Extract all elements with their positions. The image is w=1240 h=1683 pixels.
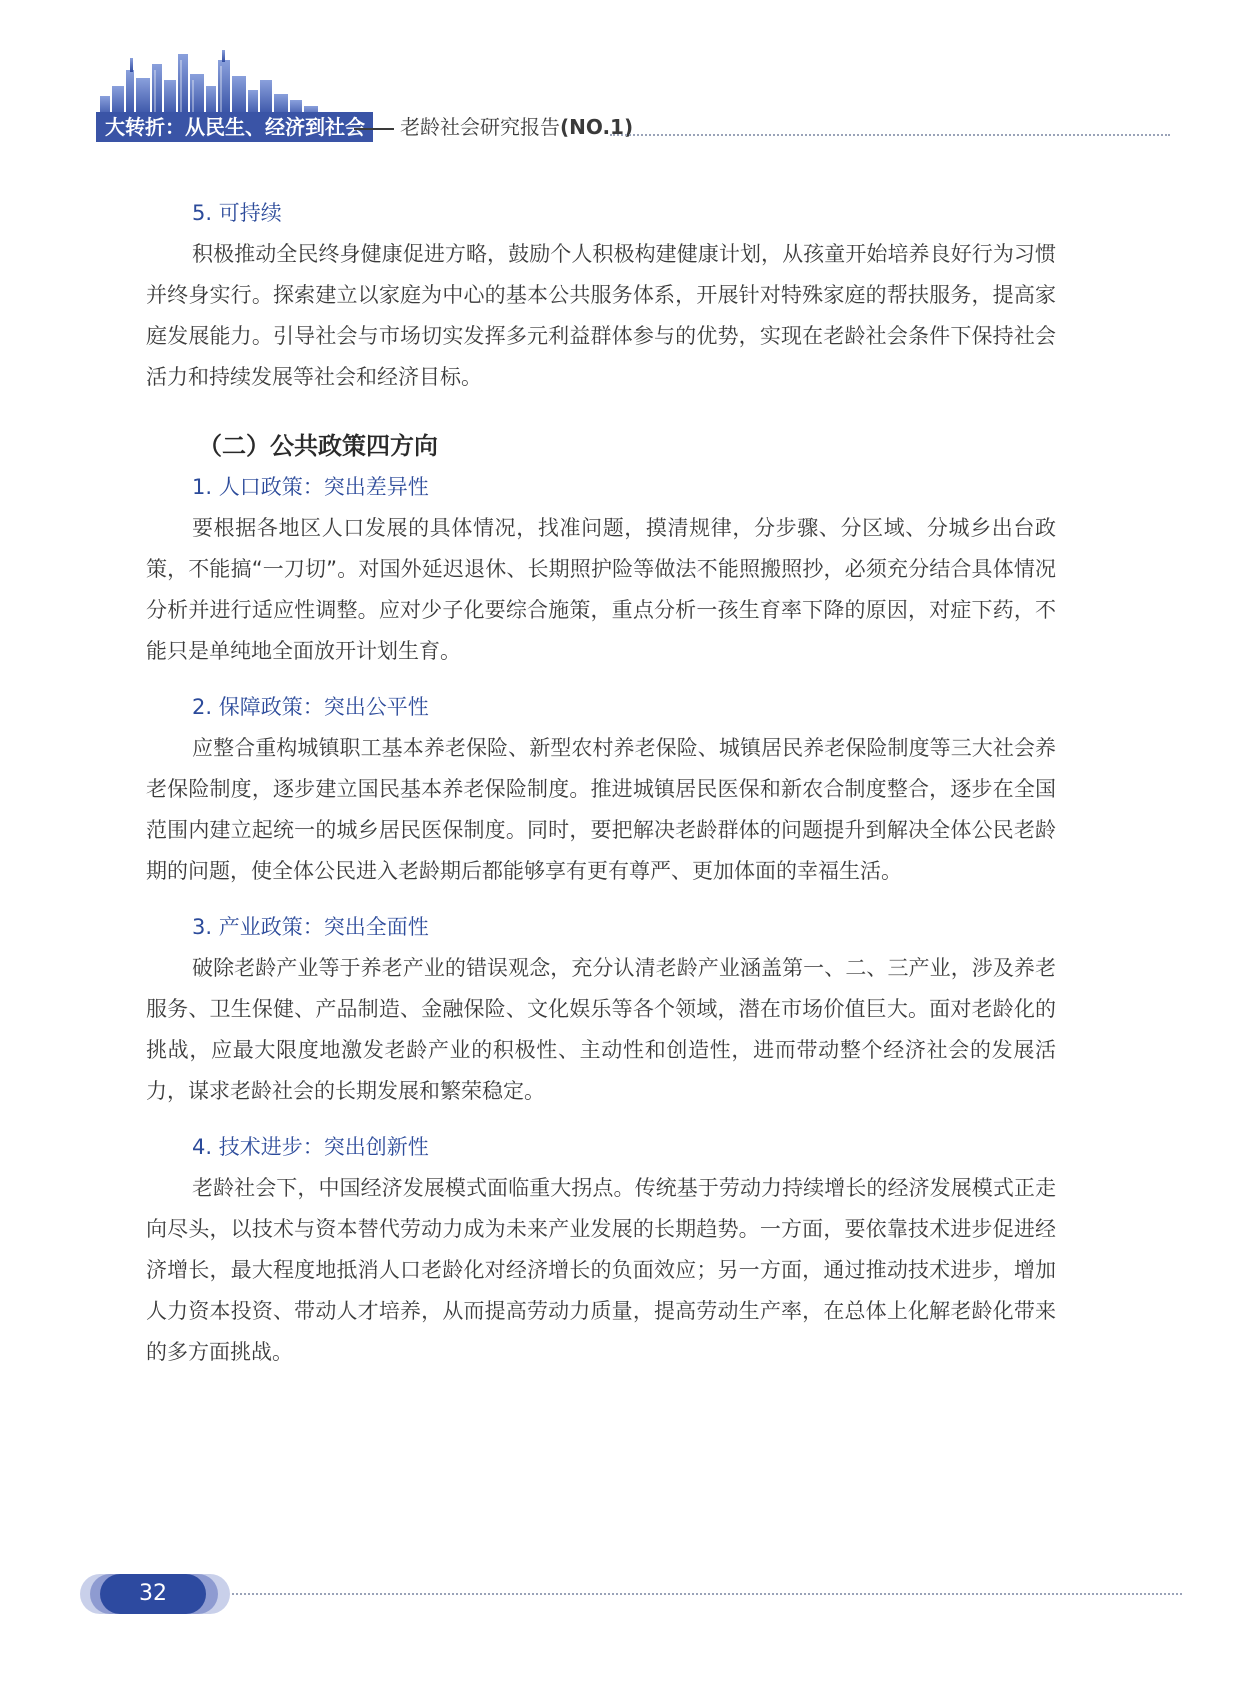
city-skyline-illustration [96, 50, 356, 120]
body-paragraph: 老龄社会下，中国经济发展模式面临重大拐点。传统基于劳动力持续增长的经济发展模式正走向尽头，以技术与资本替代劳动力成为未来产业发展的长期趋势。一方面，要依靠技术进步促进经济增长，最大程度地抵消人口老龄化对经济增长的负面效应；另一方面，通过推动技术进步，增加人力资本投资、带动人才培养，从而提高劳动力质量，提高劳动生产率，在总体上化解老龄化带来的多方面挑战。 [146, 1176, 1056, 1364]
section-policy-2 [146, 692, 1056, 892]
page-header [0, 0, 1240, 150]
page-content [146, 198, 1056, 1373]
book-title: 大转折：从民生、经济到社会 [105, 115, 365, 139]
section-policy-3 [146, 912, 1056, 1112]
item-heading: 5. 可持续 [192, 201, 282, 225]
item-heading: 1. 人口政策：突出差异性 [192, 475, 429, 499]
series-number: (NO.1) [560, 115, 634, 139]
em-dash-rule [354, 128, 394, 130]
series-title: 老龄社会研究报告 [400, 115, 560, 139]
book-title-box [96, 112, 373, 142]
body-paragraph: 要根据各地区人口发展的具体情况，找准问题，摸清规律，分步骤、分区域、分城乡出台政策，不能搞“一刀切”。对国外延迟退休、长期照护险等做法不能照搬照抄，必须充分结合具体情况分析并进行适应性调整。应对少子化要综合施策，重点分析一孩生育率下降的原因，对症下药，不能只是单纯地全面放开计划生育。 [146, 516, 1056, 663]
item-heading: 4. 技术进步：突出创新性 [192, 1135, 429, 1159]
section-policy-1 [146, 472, 1056, 672]
section-heading: （二）公共政策四方向 [198, 431, 438, 460]
body-paragraph: 破除老龄产业等于养老产业的错误观念，充分认清老龄产业涵盖第一、二、三产业，涉及养老服务、卫生保健、产品制造、金融保险、文化娱乐等各个领域，潜在市场价值巨大。面对老龄化的挑战，应最大限度地激发老龄产业的积极性、主动性和创造性，进而带动整个经济社会的发展活力，谋求老龄社会的长期发展和繁荣稳定。 [146, 956, 1056, 1103]
series-subtitle [354, 112, 633, 142]
page-footer [0, 1560, 1240, 1620]
item-heading: 3. 产业政策：突出全面性 [192, 915, 429, 939]
body-paragraph: 积极推动全民终身健康促进方略，鼓励个人积极构建健康计划，从孩童开始培养良好行为习惯并终身实行。探索建立以家庭为中心的基本公共服务体系，开展针对特殊家庭的帮扶服务，提高家庭发展能力。引导社会与市场切实发挥多元利益群体参与的优势，实现在老龄社会条件下保持社会活力和持续发展等社会和经济目标。 [146, 242, 1056, 389]
section-policy-4 [146, 1132, 1056, 1373]
header-dotted-rule [610, 134, 1170, 136]
body-paragraph: 应整合重构城镇职工基本养老保险、新型农村养老保险、城镇居民养老保险制度等三大社会养老保险制度，逐步建立国民基本养老保险制度。推进城镇居民医保和新农合制度整合，逐步在全国范围内建立起统一的城乡居民医保制度。同时，要把解决老龄群体的问题提升到解决全体公民老龄期的问题，使全体公民进入老龄期后都能够享有更有尊严、更加体面的幸福生活。 [146, 736, 1056, 883]
section-item-5 [146, 198, 1056, 398]
page-number: 32 [100, 1574, 206, 1614]
item-heading: 2. 保障政策：突出公平性 [192, 695, 429, 719]
footer-dotted-rule [232, 1593, 1182, 1595]
